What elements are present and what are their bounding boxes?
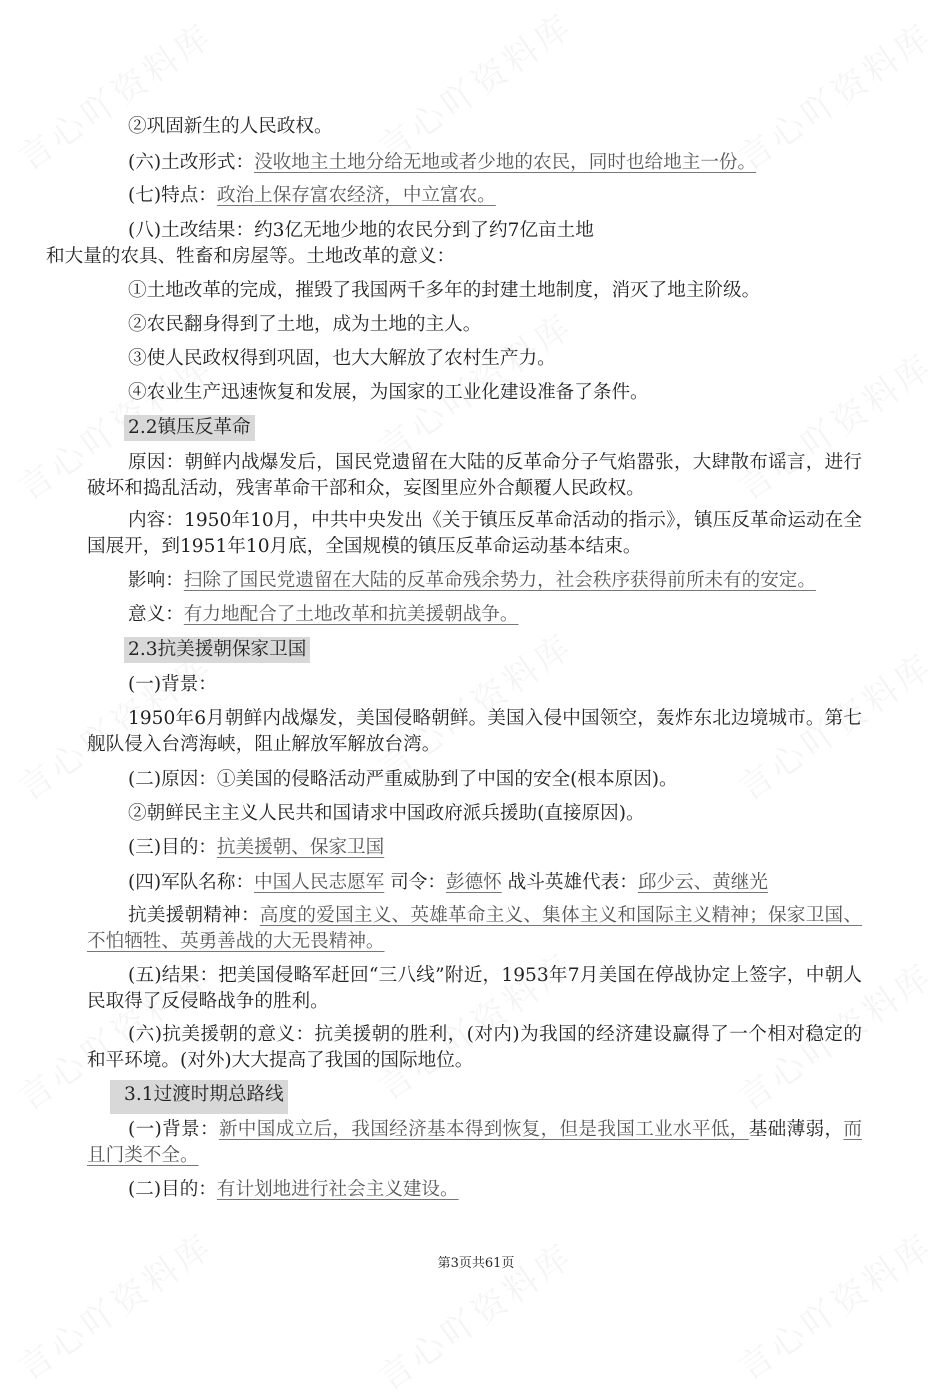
watermark (7, 1219, 222, 1390)
text: (七)特点： (128, 185, 217, 206)
paragraph (87, 1117, 862, 1169)
paragraph (87, 870, 862, 896)
underlined-text: 彭德怀 (445, 872, 502, 893)
text: 意义： (128, 604, 184, 625)
paragraph: ②朝鲜民主主义人民共和国请求中国政府派兵援助(直接原因)。 (128, 803, 645, 824)
underlined-text: 新中国成立后，我国经济基本得到恢复，但是我国工业水平低， (218, 1119, 749, 1140)
paragraph (87, 150, 862, 176)
paragraph: (六)抗美援朝的意义：抗美援朝的胜利，(对内)为我国的经济建设赢得了一个相对稳定的和平环境。(对外)大大提高了我国的国际地位。 (87, 1024, 862, 1071)
paragraph (87, 183, 862, 209)
underlined-text: 高度的爱国主义、英雄革命主义、集体主义和国际主义精神；保家卫国、不怕牺牲、英勇善战的大无畏精神。 (87, 905, 862, 952)
paragraph (87, 903, 862, 955)
section-heading: 3.1过渡时期总路线 (110, 1080, 288, 1114)
paragraph: 1950年6月朝鲜内战爆发，美国侵略朝鲜。美国入侵中国领空，轰炸东北边境城市。第七舰队侵入台湾海峡，阻止解放军解放台湾。 (87, 708, 862, 755)
watermark (727, 1219, 942, 1390)
underlined-text: 政治上保存富农经济，中立富农。 (216, 185, 496, 206)
paragraph (87, 602, 862, 628)
text: 抗美援朝精神： (128, 905, 260, 926)
paragraph: ④农业生产迅速恢复和发展，为国家的工业化建设准备了条件。 (128, 382, 649, 403)
text: (一)背景： (128, 1119, 219, 1140)
text: 影响： (128, 570, 184, 591)
underlined-text: 没收地主土地分给无地或者少地的农民，同时也给地主一份。 (254, 152, 757, 173)
underlined-text: 抗美援朝、保家卫国 (216, 837, 385, 858)
paragraph: ②农民翻身得到了土地，成为土地的主人。 (128, 314, 482, 335)
underlined-text: 而且门类不全。 (87, 1119, 862, 1166)
page-footer: 第3页共61页 (437, 1256, 515, 1271)
text: 和大量的农具、牲畜和房屋等。土地改革的意义： (46, 246, 456, 267)
paragraph (87, 568, 862, 594)
underlined-text: 有力地配合了土地改革和抗美援朝战争。 (183, 604, 519, 625)
text: (二)目的： (128, 1179, 217, 1200)
paragraph: (二)原因：①美国的侵略活动严重威胁到了中国的安全(根本原因)。 (128, 769, 678, 790)
section-heading: 2.3抗美援朝保家卫国 (124, 637, 310, 663)
underlined-text: 扫除了国民党遗留在大陆的反革命残余势力，社会秩序获得前所未有的安定。 (183, 570, 816, 591)
paragraph: ③使人民政权得到巩固，也大大解放了农村生产力。 (128, 348, 556, 369)
underlined-text: 邱少云、黄继光 (637, 872, 768, 893)
paragraph (87, 835, 862, 861)
paragraph (87, 1177, 862, 1203)
text: 基础薄弱 (748, 1119, 825, 1140)
watermark (367, 619, 582, 790)
watermark (367, 0, 582, 170)
paragraph: ①土地改革的完成，摧毁了我国两千多年的封建土地制度，消灭了地主阶级。 (128, 280, 761, 301)
paragraph: 内容：1950年10月，中共中央发出《关于镇压反革命活动的指示》，镇压反革命运动在全国展开，到1951年10月底，全国规模的镇压反革命运动基本结束。 (87, 510, 862, 557)
paragraph: 原因：朝鲜内战爆发后，国民党遗留在大陆的反革命分子气焰嚣张，大肆散布谣言，进行破坏和捣乱活动，残害革命干部和众，妄图里应外合颠覆人民政权。 (87, 452, 862, 499)
text: 司令： (384, 872, 446, 893)
underlined-text: 中国人民志愿军 (254, 872, 385, 893)
underlined-text: 有计划地进行社会主义建设。 (216, 1179, 459, 1200)
text: (三)目的： (128, 837, 217, 858)
text: 战斗英雄代表： (501, 872, 638, 893)
text: (六)土改形式： (128, 152, 255, 173)
paragraph: (一)背景： (128, 674, 217, 695)
section-heading: 2.2镇压反革命 (124, 415, 255, 441)
text: (四)军队名称： (128, 872, 255, 893)
text: ， (824, 1119, 844, 1140)
paragraph (46, 218, 862, 270)
paragraph: ②巩固新生的人民政权。 (128, 116, 333, 137)
text: (八)土改结果：约3亿无地少地的农民分到了约7亿亩土地 (128, 220, 594, 241)
paragraph: (五)结果：把美国侵略军赶回“三八线”附近，1953年7月美国在停战协定上签字，中朝人民取得了反侵略战争的胜利。 (87, 965, 862, 1012)
